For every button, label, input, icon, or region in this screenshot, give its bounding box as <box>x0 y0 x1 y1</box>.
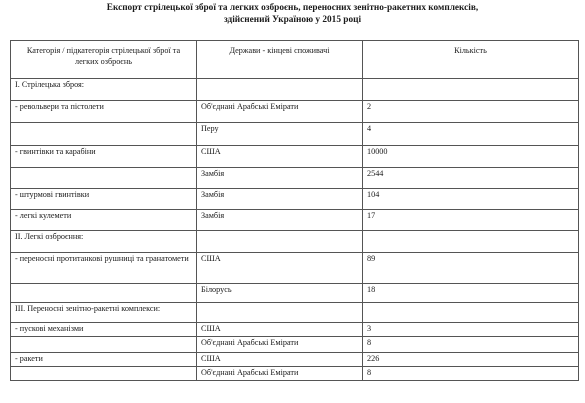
quantity-cell: 8 <box>363 337 579 353</box>
category-cell <box>11 123 197 146</box>
quantity-cell: 4 <box>363 123 579 146</box>
country-cell: Замбія <box>197 168 363 189</box>
highlight-mark: - легкі кулемети <box>15 211 72 220</box>
table-row <box>11 353 579 367</box>
table-row <box>11 79 579 101</box>
section-heading: III. Переносні зенітно-ракетні комплекси: <box>11 303 197 323</box>
category-cell: - ракети <box>11 353 197 367</box>
quantity-cell: 226 <box>363 353 579 367</box>
quantity-cell: 2 <box>363 101 579 123</box>
table-row <box>11 323 579 337</box>
country-cell: Об'єднані Арабські Емірати <box>197 101 363 123</box>
country-cell: Об'єднані Арабські Емірати <box>197 367 363 381</box>
table-row <box>11 303 579 323</box>
section-heading: I. Стрілецька зброя: <box>11 79 197 101</box>
category-cell <box>11 367 197 381</box>
category-cell <box>11 168 197 189</box>
table-row <box>11 189 579 210</box>
quantity-cell: 10000 <box>363 146 579 168</box>
country-cell: США <box>197 323 363 337</box>
country-cell: США <box>197 253 363 284</box>
export-table <box>10 40 579 381</box>
table-row <box>11 253 579 284</box>
table-row <box>11 231 579 253</box>
country-cell: Об'єднані Арабські Емірати <box>197 337 363 353</box>
table-row <box>11 367 579 381</box>
table-row <box>11 284 579 303</box>
table-header-row <box>11 41 579 79</box>
title-line-1: Експорт стрілецької зброї та легких озброєнь, переносних зенітно-ракетних комплексів, <box>106 3 479 13</box>
category-cell: - переносні протитанкові рушниці та гранатомети <box>11 253 197 284</box>
country-cell: Перу <box>197 123 363 146</box>
table-row <box>11 123 579 146</box>
quantity-cell <box>363 79 579 101</box>
table-row <box>11 168 579 189</box>
highlight-mark: - гвинтівки та карабіни <box>15 147 96 156</box>
country-cell <box>197 79 363 101</box>
category-cell: - пускові механізми <box>11 323 197 337</box>
quantity-cell: 104 <box>363 189 579 210</box>
document-title <box>0 2 585 26</box>
header-country: Держави - кінцеві споживачі <box>197 41 363 79</box>
category-cell <box>11 210 197 231</box>
country-cell: Білорусь <box>197 284 363 303</box>
country-cell: Замбія <box>197 210 363 231</box>
header-quantity: Кількість <box>363 41 579 79</box>
category-cell: - револьвери та пістолети <box>11 101 197 123</box>
category-cell <box>11 146 197 168</box>
table-row <box>11 210 579 231</box>
section-heading: II. Легкі озброєння: <box>11 231 197 253</box>
quantity-cell: 17 <box>363 210 579 231</box>
header-category: Категорія / підкатегорія стрілецької зброї та легких озброєнь <box>11 41 197 79</box>
category-cell <box>11 284 197 303</box>
highlight-mark: - штурмові гвинтівки <box>15 190 90 199</box>
quantity-cell: 2544 <box>363 168 579 189</box>
category-cell <box>11 189 197 210</box>
quantity-cell: 18 <box>363 284 579 303</box>
table-row <box>11 101 579 123</box>
country-cell <box>197 303 363 323</box>
table-row <box>11 146 579 168</box>
country-cell: США <box>197 146 363 168</box>
quantity-cell <box>363 303 579 323</box>
country-cell: США <box>197 353 363 367</box>
quantity-cell: 8 <box>363 367 579 381</box>
quantity-cell: 89 <box>363 253 579 284</box>
table-row <box>11 337 579 353</box>
title-line-2: здійснений Україною у 2015 році <box>223 15 362 25</box>
country-cell <box>197 231 363 253</box>
category-cell <box>11 337 197 353</box>
quantity-cell: 3 <box>363 323 579 337</box>
quantity-cell <box>363 231 579 253</box>
country-cell: Замбія <box>197 189 363 210</box>
